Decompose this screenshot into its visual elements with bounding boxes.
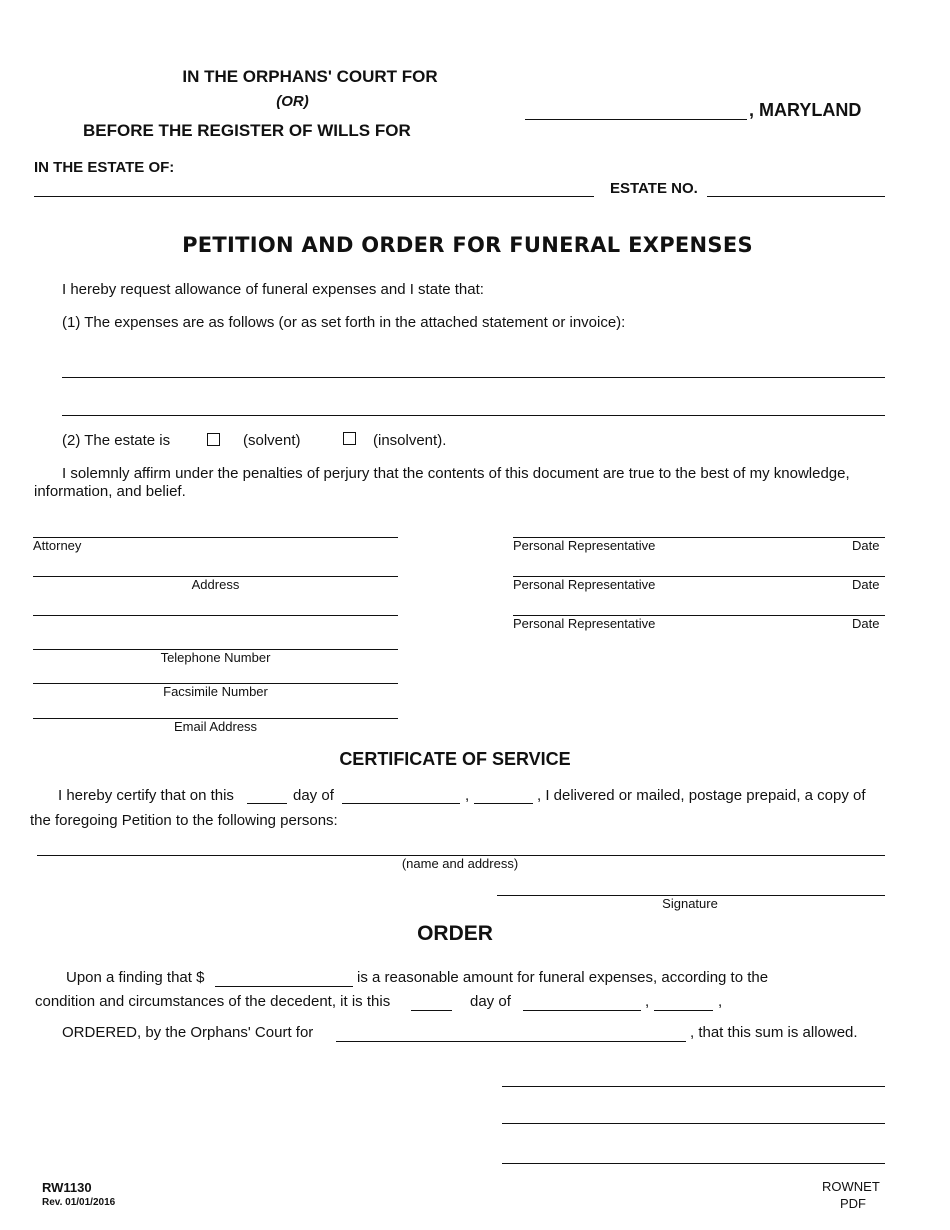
date-label-3: Date: [852, 616, 880, 631]
email-label: Email Address: [173, 719, 258, 734]
facsimile-label: Facsimile Number: [163, 684, 268, 699]
solvent-checkbox[interactable]: [207, 433, 220, 446]
judge-signature-line-1[interactable]: [502, 1086, 885, 1087]
certificate-day-field[interactable]: [247, 803, 287, 804]
estate-of-label: IN THE ESTATE OF:: [34, 159, 175, 176]
order-text-line3b: , that this sum is allowed.: [690, 1024, 858, 1041]
pdf-label: PDF: [840, 1196, 866, 1211]
form-title: PETITION AND ORDER FOR FUNERAL EXPENSES: [182, 233, 753, 257]
rownet-label: ROWNET: [822, 1179, 880, 1194]
estate-no-field[interactable]: [707, 196, 885, 197]
judge-signature-line-2[interactable]: [502, 1123, 885, 1124]
form-number: RW1130: [42, 1180, 92, 1195]
order-month-field[interactable]: [523, 1010, 641, 1011]
insolvent-checkbox[interactable]: [343, 432, 356, 445]
order-text-line2c: ,: [645, 993, 650, 1010]
date-label-2: Date: [852, 577, 880, 592]
estate-no-label: ESTATE NO.: [610, 180, 698, 197]
revision-date: Rev. 01/01/2016: [42, 1197, 116, 1208]
date-label-1: Date: [852, 538, 880, 553]
address-line-2[interactable]: [33, 615, 398, 616]
order-day-field[interactable]: [411, 1010, 452, 1011]
telephone-label: Telephone Number: [160, 650, 271, 665]
order-text-a: Upon a finding that $: [66, 969, 205, 986]
certificate-text-b: day of: [293, 787, 334, 804]
certificate-text-d: , I delivered or mailed, postage prepaid, a copy of: [537, 787, 866, 804]
order-amount-field[interactable]: [215, 986, 353, 987]
attorney-label: Attorney: [33, 538, 82, 553]
county-field[interactable]: [525, 119, 747, 120]
or-line: (OR): [276, 93, 309, 110]
order-court-field[interactable]: [336, 1041, 686, 1042]
certificate-year-field[interactable]: [474, 803, 533, 804]
certificate-signature-label: Signature: [662, 896, 718, 911]
order-text-line2d: ,: [718, 993, 723, 1010]
personal-rep-label-3: Personal Representative: [513, 616, 656, 631]
certificate-text-a: I hereby certify that on this: [58, 787, 234, 804]
solvent-label: (solvent): [243, 432, 301, 449]
certificate-month-field[interactable]: [342, 803, 460, 804]
order-heading: ORDER: [417, 922, 493, 945]
expenses-line-2[interactable]: [62, 415, 885, 416]
judge-signature-line-3[interactable]: [502, 1163, 885, 1164]
personal-rep-label-1: Personal Representative: [513, 538, 656, 553]
name-address-label: (name and address): [401, 856, 519, 871]
address-label: Address: [191, 577, 240, 592]
register-line: BEFORE THE REGISTER OF WILLS FOR: [83, 121, 411, 140]
petition-intro: I hereby request allowance of funeral expenses and I state that:: [62, 281, 484, 298]
certificate-heading: CERTIFICATE OF SERVICE: [339, 749, 571, 769]
insolvent-label: (insolvent).: [373, 432, 447, 449]
estate-name-field[interactable]: [34, 196, 594, 197]
estate-status-label: (2) The estate is: [62, 432, 171, 449]
certificate-text-line2: the foregoing Petition to the following persons:: [30, 812, 338, 829]
court-line: IN THE ORPHANS' COURT FOR: [182, 67, 438, 86]
attorney-signature-line[interactable]: [33, 537, 398, 538]
order-text-line2a: condition and circumstances of the decedent, it is this: [35, 993, 391, 1010]
order-year-field[interactable]: [654, 1010, 713, 1011]
order-text-line2b: day of: [470, 993, 511, 1010]
state-label: , MARYLAND: [749, 100, 862, 120]
personal-rep-label-2: Personal Representative: [513, 577, 656, 592]
expenses-line-1[interactable]: [62, 377, 885, 378]
certificate-text-c: ,: [465, 787, 470, 804]
order-text-line3a: ORDERED, by the Orphans' Court for: [62, 1024, 314, 1041]
affirmation-line-2: information, and belief.: [34, 483, 186, 500]
affirmation-line-1: I solemnly affirm under the penalties of perjury that the contents of this document are true to the best of my knowledge,: [62, 465, 850, 482]
order-text-b: is a reasonable amount for funeral expenses, according to the: [357, 969, 769, 986]
expenses-item: (1) The expenses are as follows (or as set forth in the attached statement or invoice):: [62, 314, 626, 331]
